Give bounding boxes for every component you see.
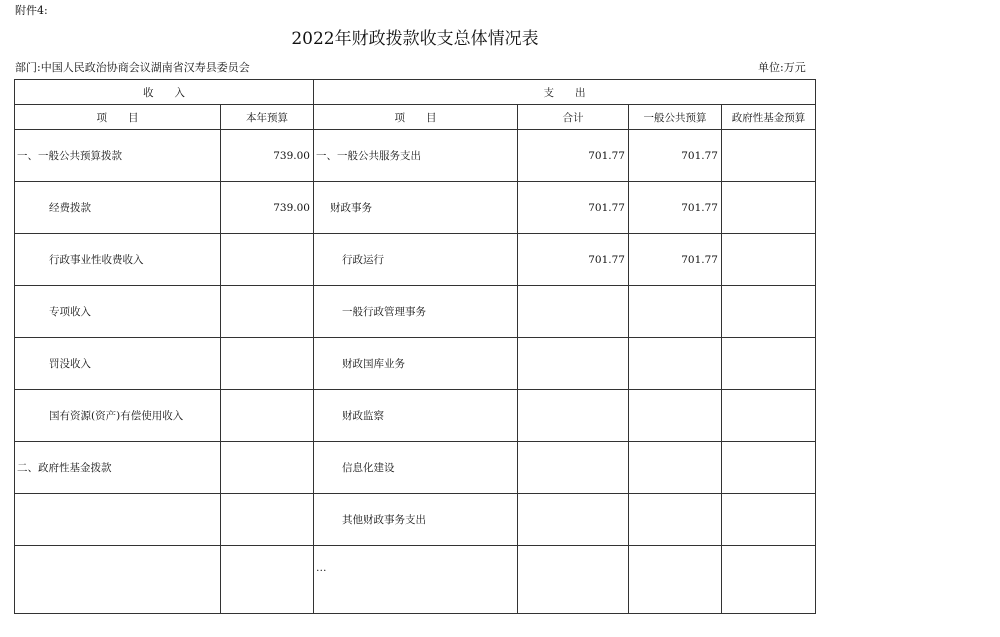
- general-value: [629, 390, 722, 442]
- department-label: 部门:中国人民政治协商会议湖南省汉寿县委员会: [15, 61, 250, 74]
- general-value: [629, 442, 722, 494]
- total-value: [518, 494, 629, 546]
- fund-value: [722, 182, 816, 234]
- expense-item-header: 项 目: [314, 105, 518, 130]
- income-item: 二、政府性基金拨款: [15, 442, 221, 494]
- income-value: [221, 390, 314, 442]
- attachment-label: 附件4:: [15, 4, 48, 17]
- table-row: [15, 338, 816, 390]
- total-value: [518, 338, 629, 390]
- table-row: [15, 182, 816, 234]
- fund-value: [722, 546, 816, 614]
- fund-budget-header: 政府性基金预算: [722, 105, 816, 130]
- expense-item: 信息化建设: [314, 442, 518, 494]
- income-value: [221, 286, 314, 338]
- expense-item: 其他财政事务支出: [314, 494, 518, 546]
- general-budget-header: 一般公共预算: [629, 105, 722, 130]
- table-row: [15, 234, 816, 286]
- income-item: [15, 546, 221, 614]
- income-item: 专项收入: [15, 286, 221, 338]
- expense-item: 一般行政管理事务: [314, 286, 518, 338]
- budget-table: [14, 79, 816, 614]
- fund-value: [722, 442, 816, 494]
- fund-value: [722, 390, 816, 442]
- fund-value: [722, 286, 816, 338]
- expense-item: 行政运行: [314, 234, 518, 286]
- general-value: 701.77: [629, 130, 722, 182]
- income-value: [221, 234, 314, 286]
- fund-value: [722, 130, 816, 182]
- income-value: [221, 442, 314, 494]
- fund-value: [722, 494, 816, 546]
- total-value: [518, 390, 629, 442]
- expense-item: 财政监察: [314, 390, 518, 442]
- fund-value: [722, 234, 816, 286]
- expense-item: 财政国库业务: [314, 338, 518, 390]
- fund-value: [722, 338, 816, 390]
- general-value: [629, 494, 722, 546]
- total-value: [518, 546, 629, 614]
- general-value: [629, 546, 722, 614]
- header-row-columns: [15, 105, 816, 130]
- total-value: 701.77: [518, 182, 629, 234]
- general-value: [629, 286, 722, 338]
- income-value: 739.00: [221, 182, 314, 234]
- income-item-header: 项 目: [15, 105, 221, 130]
- header-row-sections: [15, 80, 816, 105]
- expense-item: 一、一般公共服务支出: [314, 130, 518, 182]
- unit-label: 单位:万元: [758, 61, 806, 74]
- income-value: [221, 546, 314, 614]
- income-item: [15, 494, 221, 546]
- table-row: [15, 130, 816, 182]
- table-row: [15, 390, 816, 442]
- total-header: 合计: [518, 105, 629, 130]
- expense-item: …: [314, 546, 518, 614]
- expense-section-header: 支 出: [314, 80, 816, 105]
- income-item: 国有资源(资产)有偿使用收入: [15, 390, 221, 442]
- income-item: 行政事业性收费收入: [15, 234, 221, 286]
- income-budget-header: 本年预算: [221, 105, 314, 130]
- table-row: [15, 286, 816, 338]
- expense-item: 财政事务: [314, 182, 518, 234]
- income-item: 罚没收入: [15, 338, 221, 390]
- income-value: 739.00: [221, 130, 314, 182]
- general-value: 701.77: [629, 234, 722, 286]
- table-row: [15, 442, 816, 494]
- page-title: 2022年财政拨款收支总体情况表: [291, 29, 539, 49]
- total-value: 701.77: [518, 234, 629, 286]
- income-item: 一、一般公共预算拨款: [15, 130, 221, 182]
- table-row: [15, 546, 816, 614]
- income-value: [221, 338, 314, 390]
- table-row: [15, 494, 816, 546]
- general-value: [629, 338, 722, 390]
- income-item: 经费拨款: [15, 182, 221, 234]
- total-value: [518, 442, 629, 494]
- total-value: 701.77: [518, 130, 629, 182]
- total-value: [518, 286, 629, 338]
- income-section-header: 收 入: [15, 80, 314, 105]
- income-value: [221, 494, 314, 546]
- general-value: 701.77: [629, 182, 722, 234]
